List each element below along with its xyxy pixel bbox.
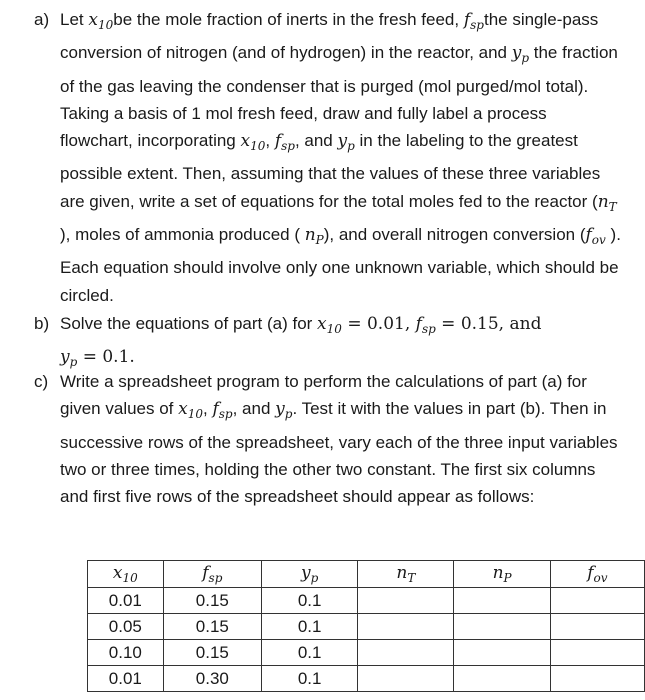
table-cell xyxy=(454,640,550,666)
table-cell: 0.30 xyxy=(163,666,261,692)
table-cell xyxy=(358,588,454,614)
table-cell xyxy=(358,614,454,640)
table-cell xyxy=(550,640,644,666)
spreadsheet-table xyxy=(87,560,645,692)
header-nP: $n_P$ xyxy=(454,561,550,588)
part-b-text: Solve the equations of part (a) for $x_{10} = 0.01$, $f_{sp} = 0.15$, and $y_p = 0.1$. xyxy=(60,314,542,370)
var-fov: $f_{ov}$ xyxy=(585,225,606,248)
table-row xyxy=(88,614,645,640)
part-a-text: Let $x_{10}be$ the mole fraction of inerts in the fresh feed, $f_{sp}the$ single-pass conversion of nitrogen (and of hydrogen) in the reactor, and $y_p$ the fraction of the gas leaving the condenser that is purged (mol purged/mol total). Taking a basis of 1 mol fresh feed, draw and fully label a process flowchart, incorporating $x_{10}$, $f_{sp}$, and $y_p$ in the labeling to the greatest possible extent. Then, assuming that the values of these three variables are given, write a set of equations for the total moles fed to the reactor ($n_T$ ), moles of ammonia produced ( $n_P$), and overall nitrogen conversion ($f_{ov}$ ). Each equation should involve only one unknown variable, which should be circled. xyxy=(60,10,621,305)
var-yp: $y_p$ xyxy=(337,131,355,154)
table-cell: 0.1 xyxy=(262,588,358,614)
table-cell: 0.01 xyxy=(88,588,164,614)
table-cell: 0.05 xyxy=(88,614,164,640)
table-cell: 0.1 xyxy=(262,614,358,640)
table-cell xyxy=(550,614,644,640)
part-c-label: c) xyxy=(34,372,49,391)
table-cell xyxy=(358,666,454,692)
var-fsp: $f_{sp}$ xyxy=(415,314,436,336)
var-x10: $x_{10}$ xyxy=(178,399,204,422)
var-x10: $x_{10}$ xyxy=(240,131,266,154)
var-nP: $n_P$ xyxy=(304,225,324,248)
header-x10: $x_{10}$ xyxy=(88,561,164,588)
header-nT: $n_T$ xyxy=(358,561,454,588)
part-a xyxy=(34,6,624,309)
part-b xyxy=(34,310,624,377)
table-row xyxy=(88,588,645,614)
part-c xyxy=(34,368,624,510)
var-fsp: $f_{sp}$ xyxy=(212,399,233,422)
table-cell xyxy=(358,640,454,666)
header-fov: $f_{ov}$ xyxy=(550,561,644,588)
var-fsp: $f_{sp}$ xyxy=(274,131,295,154)
table-cell: 0.15 xyxy=(163,614,261,640)
header-yp: $y_p$ xyxy=(262,561,358,588)
var-x10: $x_{10}$ xyxy=(88,10,114,32)
var-yp: $y_p$ xyxy=(511,43,530,66)
var-yp: $y_p$ xyxy=(60,347,78,370)
table-cell: 0.1 xyxy=(262,640,358,666)
table-cell: 0.15 xyxy=(163,588,261,614)
table-row xyxy=(88,666,645,692)
table-cell xyxy=(550,588,644,614)
table-cell: 0.10 xyxy=(88,640,164,666)
var-x10: $x_{10}$ xyxy=(317,314,342,336)
table-header-row xyxy=(88,561,645,588)
table-cell xyxy=(454,614,550,640)
table-cell: 0.01 xyxy=(88,666,164,692)
header-fsp: $f_{sp}$ xyxy=(163,561,261,588)
var-yp: $y_p$ xyxy=(275,399,293,422)
table-cell xyxy=(454,588,550,614)
table-cell xyxy=(550,666,644,692)
table-cell: 0.15 xyxy=(163,640,261,666)
table-cell: 0.1 xyxy=(262,666,358,692)
table-row xyxy=(88,640,645,666)
var-nT: $n_T$ xyxy=(597,191,617,214)
part-c-text: Write a spreadsheet program to perform the calculations of part (a) for given values of $x_{10}$, $f_{sp}$, and $y_p$. Test it with the values in part (b). Then in successive rows of the spreadsheet, vary each of the three input variables two or three times, holding the other two constant. The first six columns and first five rows of the spreadsheet should appear as follows: xyxy=(60,372,618,507)
var-fsp: $f_{sp}$ xyxy=(463,10,484,32)
part-b-label: b) xyxy=(34,314,50,333)
part-a-label: a) xyxy=(34,10,50,29)
table-cell xyxy=(454,666,550,692)
